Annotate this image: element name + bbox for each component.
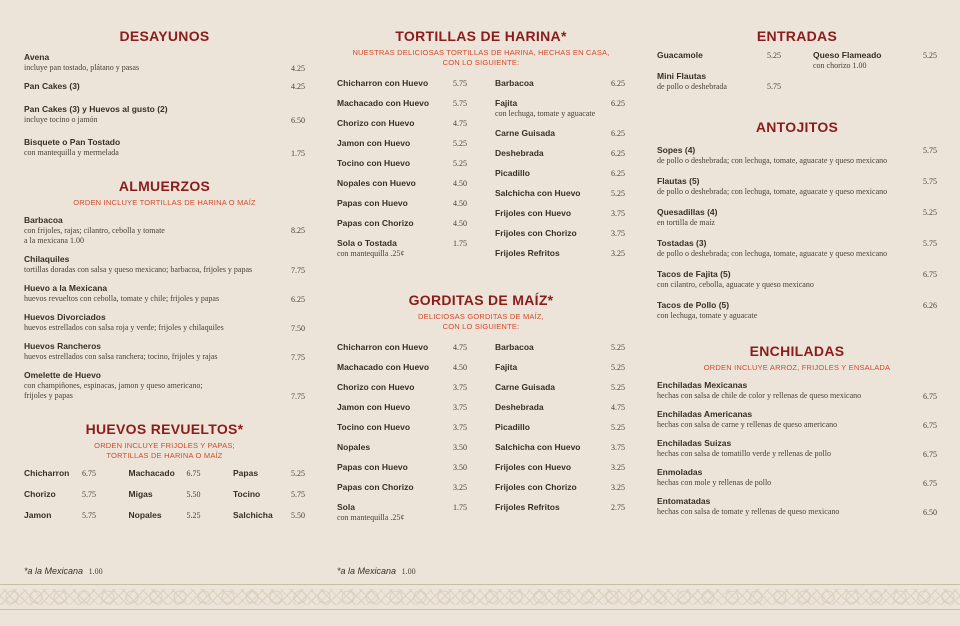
item-price: 4.50 <box>453 363 467 372</box>
item-column <box>813 50 937 101</box>
item-price: 1.75 <box>453 503 467 512</box>
item-column <box>495 78 625 268</box>
item-price: 6.25 <box>291 295 305 304</box>
item-price: 3.50 <box>453 443 467 452</box>
menu-item <box>495 342 625 353</box>
item-price: 7.50 <box>291 324 305 333</box>
item-name: Fajita <box>495 98 518 108</box>
item-price: 5.50 <box>291 511 305 520</box>
item-name: Deshebrada <box>495 402 544 412</box>
item-name: Jamon <box>24 510 52 520</box>
item-name: Frijoles Refritos <box>495 502 560 512</box>
menu-column-left <box>24 28 305 543</box>
item-name: Avena <box>24 52 50 62</box>
menu-item <box>657 176 937 197</box>
item-name: Papas con Huevo <box>337 198 408 208</box>
menu-item <box>24 312 305 333</box>
item-price: 6.75 <box>923 450 937 459</box>
item-name: Machacado con Huevo <box>337 362 430 372</box>
item-name: Picadillo <box>495 168 530 178</box>
item-grid <box>657 50 937 101</box>
menu-item <box>337 382 467 393</box>
item-name: Papas con Chorizo <box>337 218 414 228</box>
menu-item <box>495 208 625 219</box>
menu-item <box>495 382 625 393</box>
menu-item <box>495 128 625 139</box>
item-name: Tocino con Huevo <box>337 422 411 432</box>
menu-item <box>24 370 305 401</box>
item-name: Machacado <box>128 468 175 478</box>
item-name: Enmoladas <box>657 467 703 477</box>
item-name: Guacamole <box>657 50 703 60</box>
menu-item <box>495 188 625 199</box>
item-column <box>657 50 781 101</box>
item-price: 5.25 <box>611 363 625 372</box>
item-description: huevos estrellados con salsa roja y verde; frijoles y chilaquiles <box>24 323 224 332</box>
item-description: en tortilla de maíz <box>657 218 715 227</box>
section-title: TORTILLAS DE HARINA* <box>395 28 567 44</box>
item-name: Mini Flautas <box>657 71 707 81</box>
item-name: Huevo a la Mexicana <box>24 283 108 293</box>
item-column <box>129 468 201 531</box>
item-name: Deshebrada <box>495 148 544 158</box>
item-name: Tocino con Huevo <box>337 158 411 168</box>
item-name: Sola o Tostada <box>337 238 397 248</box>
menu-item <box>657 438 937 459</box>
menu-item <box>337 422 467 433</box>
section-almuerzos <box>24 178 305 401</box>
menu-item <box>657 207 937 228</box>
menu-item <box>337 198 467 209</box>
item-name: Papas con Chorizo <box>337 482 414 492</box>
item-name: Salchicha <box>233 510 273 520</box>
item-column <box>337 78 467 268</box>
item-description: con lechuga, tomate y aguacate <box>657 311 758 320</box>
item-description: huevos estrellados con salsa ranchera; tocino, frijoles y rajas <box>24 352 218 361</box>
item-name: Papas <box>233 468 259 478</box>
section-desayunos <box>24 28 305 158</box>
item-description: incluye pan tostado, plátano y pasas <box>24 63 140 72</box>
menu-item <box>337 78 467 89</box>
menu-item <box>24 81 305 92</box>
item-price: 4.50 <box>453 199 467 208</box>
item-price: 5.50 <box>186 490 201 499</box>
item-price: 5.25 <box>611 189 625 198</box>
menu-item <box>24 215 305 246</box>
item-name: Jamon con Huevo <box>337 402 411 412</box>
item-price: 3.50 <box>453 463 467 472</box>
menu-item <box>24 104 305 125</box>
menu-item <box>337 238 467 259</box>
menu-item <box>233 510 305 521</box>
menu-item <box>495 98 625 119</box>
item-description: hechas con salsa de carne y rellenas de queso americano <box>657 420 838 429</box>
menu-item <box>337 218 467 229</box>
menu-item <box>337 402 467 413</box>
item-name: Enchiladas Suizas <box>657 438 732 448</box>
item-price: 5.25 <box>923 51 937 60</box>
item-description-extra: a la mexicana 1.00 <box>24 236 84 245</box>
menu-column-right <box>657 28 937 529</box>
item-name: Nopales <box>337 442 371 452</box>
item-price: 6.50 <box>923 508 937 517</box>
section-title: ALMUERZOS <box>118 178 211 194</box>
item-price: 5.75 <box>923 239 937 248</box>
menu-item <box>337 342 467 353</box>
item-description: con cilantro, cebolla, aguacate y queso mexicano <box>657 280 814 289</box>
menu-item <box>337 462 467 473</box>
section-title: ENTRADAS <box>756 28 838 44</box>
item-price: 2.75 <box>611 503 625 512</box>
item-price: 6.75 <box>923 479 937 488</box>
menu-item <box>337 158 467 169</box>
menu-item <box>24 489 96 500</box>
menu-item <box>24 283 305 304</box>
menu-item <box>495 168 625 179</box>
menu-item <box>495 362 625 373</box>
item-price: 3.75 <box>611 209 625 218</box>
section-gorditas <box>337 292 625 532</box>
item-name: Barbacoa <box>24 215 63 225</box>
item-price: 6.50 <box>291 116 305 125</box>
item-name: Queso Flameado <box>813 50 882 60</box>
item-description-extra: frijoles y papas <box>24 391 73 400</box>
item-price: 5.25 <box>611 423 625 432</box>
item-column <box>337 342 467 532</box>
item-column <box>495 342 625 532</box>
menu-item <box>337 502 467 523</box>
item-name: Frijoles con Huevo <box>495 208 572 218</box>
item-name: Chorizo con Huevo <box>337 118 415 128</box>
item-price: 5.75 <box>291 490 305 499</box>
item-price: 5.25 <box>453 139 467 148</box>
item-name: Omelette de Huevo <box>24 370 101 380</box>
item-price: 3.25 <box>611 483 625 492</box>
menu-item <box>657 380 937 401</box>
menu-item <box>495 442 625 453</box>
item-price: 3.25 <box>611 249 625 258</box>
menu-item <box>24 137 305 158</box>
item-price: 5.75 <box>767 82 781 91</box>
item-price: 6.26 <box>923 301 937 310</box>
item-price: 6.25 <box>611 79 625 88</box>
menu-column-middle <box>337 28 625 544</box>
menu-item <box>129 510 201 521</box>
item-name: Migas <box>128 489 153 499</box>
item-name: Tostadas (3) <box>657 238 707 248</box>
menu-item <box>337 138 467 149</box>
menu-item <box>337 178 467 189</box>
section-note: ORDEN INCLUYE ARROZ, FRIJOLES Y ENSALADA <box>703 363 891 372</box>
section-title: DESAYUNOS <box>119 28 210 44</box>
item-name: Flautas (5) <box>657 176 700 186</box>
item-price: 4.25 <box>291 82 305 91</box>
item-description: tortillas doradas con salsa y queso mexicano; barbacoa, frijoles y papas <box>24 265 253 274</box>
item-column <box>233 468 305 531</box>
item-price: 7.75 <box>291 266 305 275</box>
item-price: 3.25 <box>453 483 467 492</box>
item-name: Quesadillas (4) <box>657 207 718 217</box>
section-title: GORDITAS DE MAÍZ* <box>408 292 554 308</box>
item-price: 6.75 <box>82 469 96 478</box>
item-description: de pollo o deshebrada; con lechuga, tomate, aguacate y queso mexicano <box>657 187 888 196</box>
item-description: hechas con mole y rellenas de pollo <box>657 478 772 487</box>
item-price: 6.75 <box>923 270 937 279</box>
item-name: Enchiladas Americanas <box>657 409 753 419</box>
menu-item <box>657 71 781 92</box>
footnote-price: 1.00 <box>88 567 103 576</box>
item-name: Chicharron <box>24 468 70 478</box>
item-grid <box>337 78 625 268</box>
menu-item <box>495 228 625 239</box>
item-price: 3.25 <box>611 463 625 472</box>
menu-item <box>495 402 625 413</box>
item-name: Chicharron con Huevo <box>337 342 429 352</box>
item-price: 4.50 <box>453 179 467 188</box>
item-name: Pan Cakes (3) y Huevos al gusto (2) <box>24 104 168 114</box>
item-price: 6.75 <box>186 469 201 478</box>
item-name: Bisquete o Pan Tostado <box>24 137 121 147</box>
item-price: 5.75 <box>923 177 937 186</box>
item-name: Jamon con Huevo <box>337 138 411 148</box>
decorative-border <box>0 584 960 610</box>
item-description: de pollo o deshebrada; con lechuga, tomate, aguacate y queso mexicano <box>657 156 888 165</box>
item-grid <box>24 468 305 531</box>
item-description: de pollo o deshebrada <box>657 82 727 91</box>
item-price: 1.75 <box>453 239 467 248</box>
menu-item <box>495 462 625 473</box>
item-price: 3.75 <box>611 229 625 238</box>
menu-item <box>337 442 467 453</box>
menu-item <box>129 489 201 500</box>
item-price: 5.75 <box>923 146 937 155</box>
item-price: 6.25 <box>611 149 625 158</box>
menu-item <box>233 489 305 500</box>
item-column <box>24 468 96 531</box>
item-name: Carne Guisada <box>495 382 555 392</box>
section-note: DELICIOSAS GORDITAS DE MAÍZ, CON LO SIGUIENTE: <box>418 312 544 331</box>
item-price: 4.75 <box>453 119 467 128</box>
item-name: Huevos Divorciados <box>24 312 106 322</box>
footnote-text: *a la Mexicana <box>24 566 84 576</box>
footnote-text: *a la Mexicana <box>337 566 397 576</box>
menu-item <box>657 145 937 166</box>
section-enchiladas <box>657 343 937 517</box>
menu-item <box>24 468 96 479</box>
item-name: Chicharron con Huevo <box>337 78 429 88</box>
menu-item <box>24 510 96 521</box>
item-description: hechas con salsa de chile de color y rellenas de queso mexicano <box>657 391 862 400</box>
item-name: Huevos Rancheros <box>24 341 101 351</box>
item-price: 5.25 <box>767 51 781 60</box>
item-price: 5.25 <box>453 159 467 168</box>
section-note: ORDEN INCLUYE TORTILLAS DE HARINA O MAÍZ <box>73 198 256 207</box>
item-name: Tacos de Fajita (5) <box>657 269 731 279</box>
item-price: 5.25 <box>186 511 201 520</box>
item-name: Tacos de Pollo (5) <box>657 300 730 310</box>
menu-item <box>495 78 625 89</box>
footnote-middle <box>337 566 416 576</box>
menu-item <box>129 468 201 479</box>
item-name: Chilaquiles <box>24 254 70 264</box>
menu-item <box>657 238 937 259</box>
menu-item <box>233 468 305 479</box>
item-name: Machacado con Huevo <box>337 98 430 108</box>
item-price: 5.25 <box>611 383 625 392</box>
item-description: con champiñones, espinacas, jamon y queso americano; <box>24 381 203 390</box>
section-antojitos <box>657 119 937 321</box>
item-price: 4.50 <box>453 219 467 228</box>
footnote-left <box>24 566 103 576</box>
item-description: hechas con salsa de tomate y rellenas de queso mexicano <box>657 507 840 516</box>
item-name: Frijoles con Huevo <box>495 462 572 472</box>
item-price: 8.25 <box>291 226 305 235</box>
menu-item <box>657 50 781 61</box>
menu-item <box>657 409 937 430</box>
item-price: 3.75 <box>611 443 625 452</box>
menu-item <box>495 148 625 159</box>
menu-item <box>24 341 305 362</box>
menu-item <box>24 52 305 73</box>
item-description: de pollo o deshebrada; con lechuga, tomate, aguacate y queso mexicano <box>657 249 888 258</box>
item-name: Sola <box>337 502 355 512</box>
item-name: Frijoles con Chorizo <box>495 228 577 238</box>
item-price: 4.75 <box>453 343 467 352</box>
menu-item <box>495 422 625 433</box>
menu-item <box>813 50 937 71</box>
item-description: huevos revueltos con cebolla, tomate y chile; frijoles y papas <box>24 294 220 303</box>
item-name: Barbacoa <box>495 78 534 88</box>
item-price: 6.75 <box>923 421 937 430</box>
item-description: con frijoles, rajas; cilantro, cebolla y tomate <box>24 226 165 235</box>
section-title: ENCHILADAS <box>749 343 845 359</box>
item-grid <box>337 342 625 532</box>
menu-item <box>337 362 467 373</box>
item-price: 5.75 <box>453 99 467 108</box>
item-price: 7.75 <box>291 353 305 362</box>
item-name: Nopales <box>128 510 162 520</box>
item-name: Nopales con Huevo <box>337 178 416 188</box>
item-description: con lechuga, tomate y aguacate <box>495 109 596 118</box>
item-price: 1.75 <box>291 149 305 158</box>
item-name: Chorizo con Huevo <box>337 382 415 392</box>
menu-item <box>657 269 937 290</box>
item-price: 4.75 <box>611 403 625 412</box>
item-price: 3.75 <box>453 403 467 412</box>
section-note: ORDEN INCLUYE FRIJOLES Y PAPAS; TORTILLAS DE HARINA O MAÍZ <box>94 441 235 460</box>
section-title: ANTOJITOS <box>755 119 839 135</box>
menu-item <box>495 502 625 513</box>
item-name: Barbacoa <box>495 342 534 352</box>
item-description: incluye tocino o jamón <box>24 115 98 124</box>
menu-item <box>657 300 937 321</box>
item-price: 5.75 <box>82 511 96 520</box>
item-name: Enchiladas Mexicanas <box>657 380 748 390</box>
menu-item <box>657 467 937 488</box>
menu-item <box>495 248 625 259</box>
item-price: 7.75 <box>291 392 305 401</box>
item-name: Salchicha con Huevo <box>495 188 581 198</box>
item-description: con chorizo 1.00 <box>813 61 867 70</box>
menu-item <box>657 496 937 517</box>
item-name: Frijoles Refritos <box>495 248 560 258</box>
menu-item <box>495 482 625 493</box>
section-note: NUESTRAS DELICIOSAS TORTILLAS DE HARINA, HECHAS EN CASA, CON LO SIGUIENTE: <box>352 48 610 67</box>
item-price: 5.25 <box>291 469 305 478</box>
item-price: 5.75 <box>453 79 467 88</box>
item-price: 5.75 <box>82 490 96 499</box>
item-name: Chorizo <box>24 489 56 499</box>
menu-item <box>337 98 467 109</box>
item-description: con mantequilla .25¢ <box>337 513 405 522</box>
item-description: con mantequilla .25¢ <box>337 249 405 258</box>
section-huevos-revueltos <box>24 421 305 531</box>
item-price: 5.25 <box>923 208 937 217</box>
menu-item <box>337 482 467 493</box>
section-title: HUEVOS REVUELTOS* <box>85 421 244 437</box>
section-tortillas-harina <box>337 28 625 268</box>
item-price: 6.75 <box>923 392 937 401</box>
item-name: Frijoles con Chorizo <box>495 482 577 492</box>
footnote-price: 1.00 <box>401 567 416 576</box>
item-name: Entomatadas <box>657 496 711 506</box>
item-price: 3.75 <box>453 423 467 432</box>
item-description: con mantequilla y mermelada <box>24 148 119 157</box>
item-name: Fajita <box>495 362 518 372</box>
menu-item <box>24 254 305 275</box>
item-name: Papas con Huevo <box>337 462 408 472</box>
item-price: 5.25 <box>611 343 625 352</box>
item-name: Sopes (4) <box>657 145 696 155</box>
item-price: 6.25 <box>611 169 625 178</box>
menu-item <box>337 118 467 129</box>
item-name: Salchicha con Huevo <box>495 442 581 452</box>
section-entradas <box>657 28 937 101</box>
item-name: Picadillo <box>495 422 530 432</box>
item-price: 6.25 <box>611 129 625 138</box>
item-name: Carne Guisada <box>495 128 555 138</box>
item-price: 6.25 <box>611 99 625 108</box>
item-description: hechas con salsa de tomatillo verde y rellenas de pollo <box>657 449 831 458</box>
item-name: Pan Cakes (3) <box>24 81 80 91</box>
item-price: 3.75 <box>453 383 467 392</box>
item-name: Tocino <box>233 489 261 499</box>
item-price: 4.25 <box>291 64 305 73</box>
